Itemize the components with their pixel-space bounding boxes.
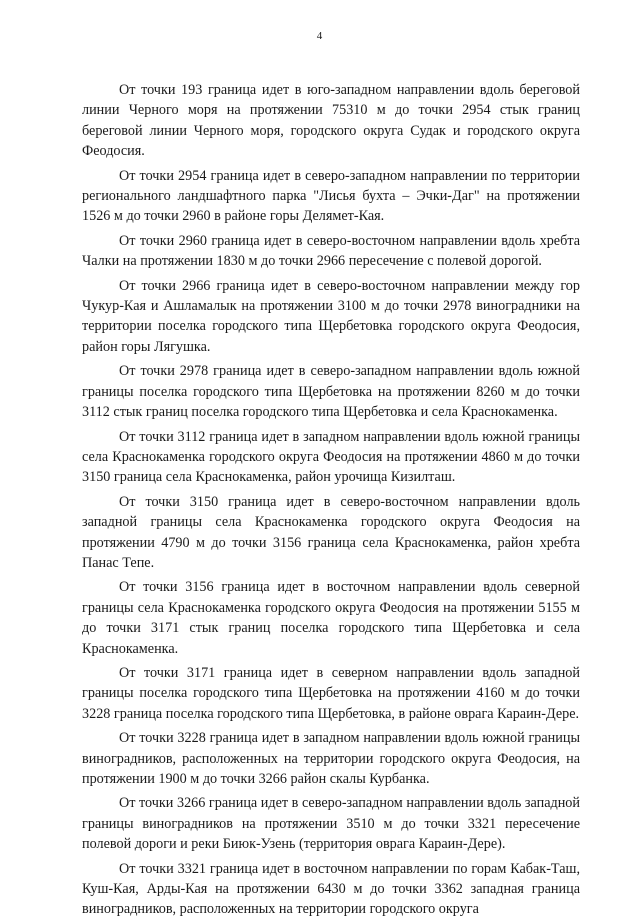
paragraph: От точки 3112 граница идет в западном направлении вдоль южной границы села Краснокаменка городского округа Феодосия на протяжении 4860 м до точки 3150 граница села Краснокаменка, район урочища Кизилташ.	[82, 428, 580, 486]
paragraph: От точки 2954 граница идет в северо-западном направлении по территории регионального ландшафтного парка "Лисья бухта – Эчки-Даг" на протяжении 1526 м до точки 2960 в районе горы Делямет-Кая.	[82, 167, 580, 225]
paragraph: От точки 3321 граница идет в восточном направлении по горам Кабак-Таш, Куш-Кая, Арды-Кая на протяжении 6430 м до точки 3362 западная граница виноградников, расположенных на территории городского округа	[82, 860, 580, 918]
paragraph: От точки 2966 граница идет в северо-восточном направлении между гор Чукур-Кая и Ашламалык на протяжении 3100 м до точки 2978 виноградники на территории поселка городского типа Щербетовка городского округа Феодосия, район горы Лягушка.	[82, 277, 580, 355]
paragraph: От точки 193 граница идет в юго-западном направлении вдоль береговой линии Черного моря на протяжении 75310 м до точки 2954 стык границ береговой линии Черного моря, городского округа Судак и городского округа Феодосия.	[82, 82, 580, 160]
paragraph: От точки 3171 граница идет в северном направлении вдоль западной границы поселка городского типа Щербетовка на протяжении 4160 м до точки 3228 граница поселка городского типа Щербетовка, в районе оврага Караин-Дере.	[82, 664, 580, 722]
document-body	[82, 80, 580, 924]
paragraph: От точки 3156 граница идет в восточном направлении вдоль северной границы села Краснокаменка городского округа Феодосия на протяжении 5155 м до точки 3171 стык границ поселка городского типа Щербетовка и села Краснокаменка.	[82, 579, 580, 657]
paragraph: От точки 2978 граница идет в северо-западном направлении вдоль южной границы поселка городского типа Щербетовка на протяжении 8260 м до точки 3112 стык границ поселка городского типа Щербетовка и села Краснокаменка.	[82, 363, 580, 421]
paragraph: От точки 3150 граница идет в северо-восточном направлении вдоль западной границы села Краснокаменка городского округа Феодосия на протяжении 4790 м до точки 3156 граница села Краснокаменка, район хребта Панас Тепе.	[82, 493, 580, 571]
paragraph: От точки 2960 граница идет в северо-восточном направлении вдоль хребта Чалки на протяжении 1830 м до точки 2966 пересечение с полевой дорогой.	[82, 232, 580, 270]
page-number: 4	[316, 30, 323, 42]
paragraph: От точки 3266 граница идет в северо-западном направлении вдоль западной границы виноградников на протяжении 3510 м до точки 3321 пересечение полевой дороги и реки Биюк-Узень (территория оврага Караин-Дере).	[82, 795, 580, 853]
paragraph: От точки 3228 граница идет в западном направлении вдоль южной границы виноградников, расположенных на территории городского округа Феодосия, на протяжении 1900 м до точки 3266 район скалы Курбанка.	[82, 730, 580, 787]
